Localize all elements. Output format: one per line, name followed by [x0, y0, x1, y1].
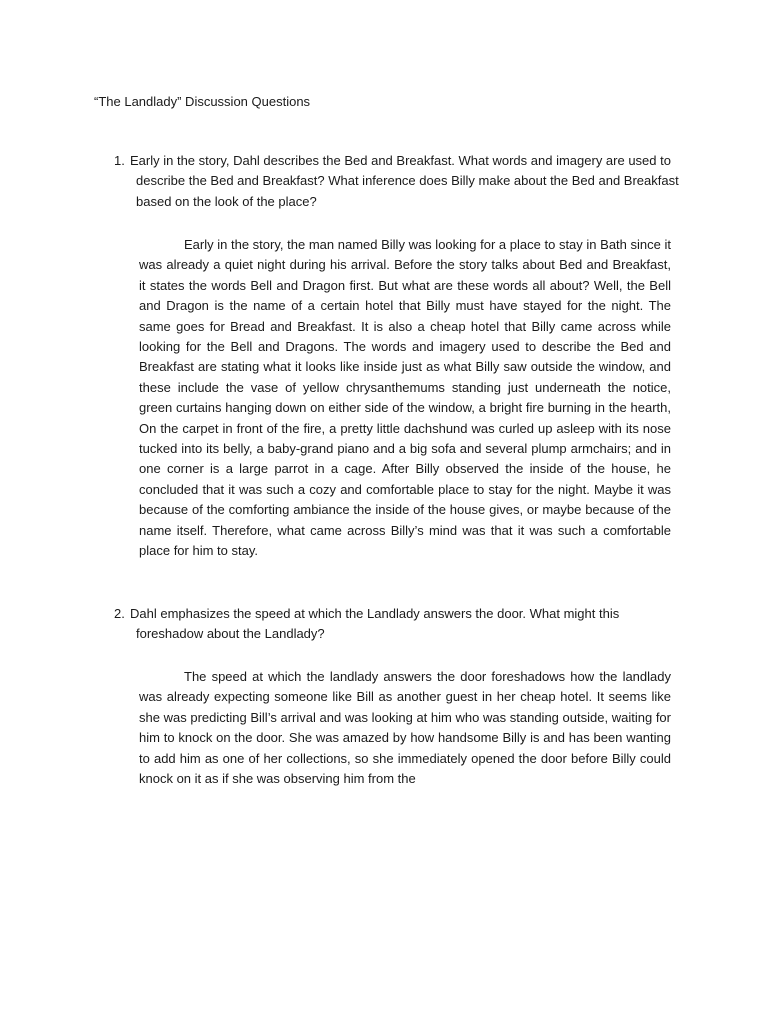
question-1-number: 1. [114, 153, 125, 168]
question-2-text: Dahl emphasizes the speed at which the Landlady answers the door. What might this foreshadow about the Landlady? [130, 606, 620, 642]
document-title: “The Landlady” Discussion Questions [94, 94, 311, 109]
answer-1: Early in the story, the man named Billy was looking for a place to stay in Bath since it was already a quiet night during his arrival. Before the story talks about Bed and Breakfast, it states the words Bell and Dragon first. But what are these words all about? Well, the Bell and Dragon is the name of a certain hotel that Billy must have stayed for the night. The same goes for Bread and Breakfast. It is also a cheap hotel that Billy came across while looking for the Bell and Dragons. The words and imagery used to describe the Bed and Breakfast are stating what it looks like inside just as what Billy saw outside the window, and these include the vase of yellow chrysanthemums standing just underneath the notice, green curtains hanging down on either side of the window, a bright fire burning in the hearth, On the carpet in front of the fire, a pretty little dachshund was curled up asleep with its nose tucked into its belly, a baby-grand piano and a big sofa and several plump armchairs; and in one corner is a large parrot in a cage. After Billy observed the inside of the house, he concluded that it was such a cozy and comfortable place to stay for the night. Maybe it was because of the comforting ambiance the inside of the house gives, or maybe because of the name itself. Therefore, what came across Billy’s mind was that it was such a comfortable place for him to stay. [139, 237, 671, 559]
question-2-number: 2. [114, 606, 125, 621]
question-2 [114, 604, 688, 645]
answer-2: The speed at which the landlady answers the door foreshadows how the landlady was already expecting someone like Bill as another guest in her cheap hotel. It seems like she was predicting Bill’s arrival and was looking at him who was standing outside, waiting for him to knock on the door. She was amazed by how handsome Billy is and has been wanting to add him as one of her collections, so she immediately opened the door before Billy could knock on it as if she was observing him from the [139, 669, 671, 787]
question-1 [114, 151, 688, 212]
question-1-text: Early in the story, Dahl describes the Bed and Breakfast. What words and imagery are used to describe the Bed and Breakfast? What inference does Billy make about the Bed and Breakfast based on the look of the place? [130, 153, 679, 209]
